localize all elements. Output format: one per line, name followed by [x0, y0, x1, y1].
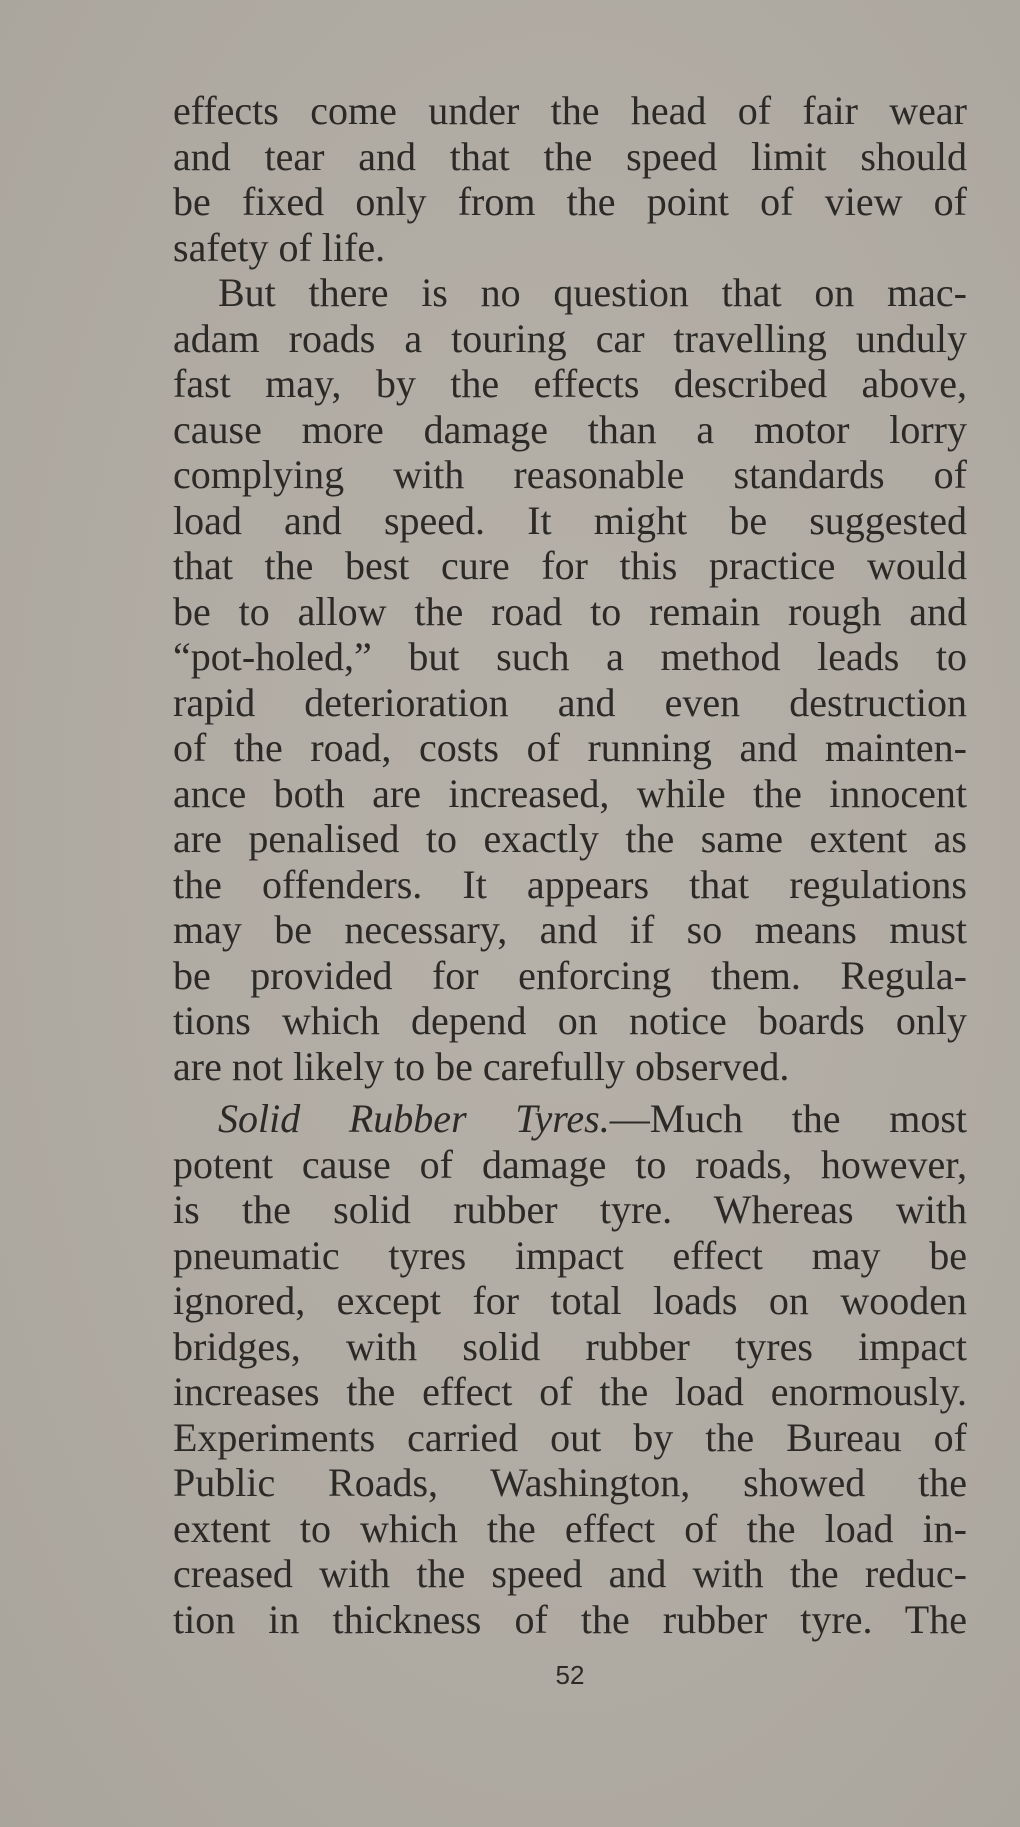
text-line: But there is no question that on mac- [218, 270, 967, 315]
body-text [173, 88, 967, 1642]
text-line: fast may, by the effects described above, [173, 361, 967, 406]
text-line: that the best cure for this practice would [173, 543, 967, 588]
text-line: increases the effect of the load enormously. [173, 1369, 967, 1414]
text-line: effects come under the head of fair wear [173, 88, 967, 133]
text-line: be provided for enforcing them. Regula- [173, 952, 967, 998]
text-line: bridges, with solid rubber tyres impact [173, 1323, 967, 1369]
text-line: tion in thickness of the rubber tyre. The [173, 1596, 967, 1642]
text-line: ance both are increased, while the innocent [173, 770, 967, 816]
text-line: potent cause of damage to roads, however, [173, 1141, 967, 1187]
text-line: tions which depend on notice boards only [173, 998, 967, 1043]
text-line: creased with the speed and with the reduc- [173, 1551, 967, 1596]
text-line: adam roads a touring car travelling unduly [173, 315, 967, 361]
text-line: Experiments carried out by the Bureau of [173, 1414, 967, 1460]
text-line: be to allow the road to remain rough and [173, 588, 967, 634]
text-line: may be necessary, and if so means must [173, 907, 967, 952]
text-line: rapid deterioration and even destruction [173, 679, 967, 725]
text-line: cause more damage than a motor lorry [173, 406, 967, 452]
text-line: and tear and that the speed limit should [173, 133, 967, 179]
text-line: pneumatic tyres impact effect may be [173, 1232, 967, 1278]
text-line: of the road, costs of running and mainten- [173, 725, 967, 770]
heading-line-rest: —Much the most [609, 1096, 967, 1141]
text-line: load and speed. It might be suggested [173, 497, 967, 543]
page-number: 52 [555, 1660, 585, 1690]
text-line: extent to which the effect of the load in- [173, 1505, 967, 1551]
text-line: Public Roads, Washington, showed the [173, 1460, 967, 1505]
section-heading: Solid Rubber Tyres. [218, 1096, 610, 1141]
text-line: “pot-holed,” but such a method leads to [173, 634, 967, 679]
text-line: are not likely to be carefully observed. [173, 1043, 790, 1089]
text-line: complying with reasonable standards of [173, 452, 967, 497]
text-line: is the solid rubber tyre. Whereas with [173, 1187, 967, 1232]
section-heading-line [173, 1096, 967, 1142]
text-line: safety of life. [173, 224, 386, 270]
text-line: be fixed only from the point of view of [173, 179, 967, 224]
text-line: the offenders. It appears that regulations [173, 861, 967, 907]
text-line: are penalised to exactly the same extent as [173, 816, 967, 861]
text-line: ignored, except for total loads on wooden [173, 1278, 967, 1323]
